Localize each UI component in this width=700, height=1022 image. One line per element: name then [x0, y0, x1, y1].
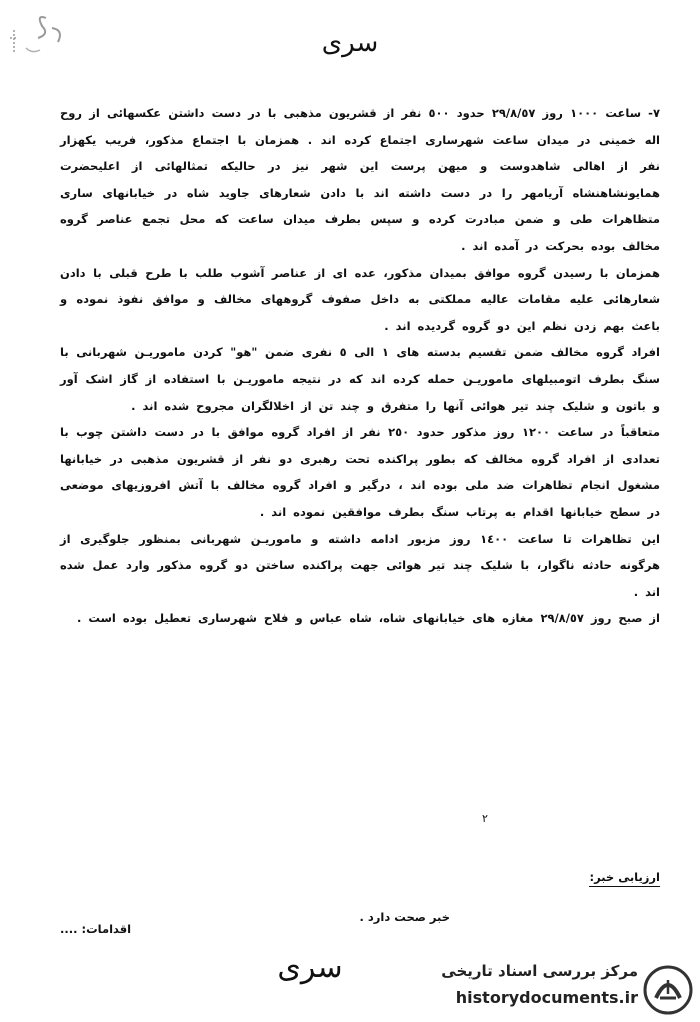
- classification-footer: سری: [277, 950, 343, 985]
- paragraph-4: متعاقباً در ساعت ١٢٠٠ روز مذکور حدود ٢٥٠ نفر از افراد گروه موافق با در دست داشتن چوب با تعدادی از افراد گروه مخالف که بطور پراکنده تحت رهبری دو نفر از قشریون مذهبی در خیابانها مشغول انجام تظاهرات ضد ملی بوده اند ، درگیر و افراد گروه مخالف با آتش افروزیهای موضعی در سطح خیابانها اقدام به پرتاب سنگ بطرف موافقین نموده اند .: [60, 425, 660, 519]
- paragraph-6: از صبح روز ٢٩/٨/٥٧ مغازه های خیابانهای شاه، شاه عباس و فلاح شهرساری تعطیل بوده است .: [77, 611, 660, 626]
- truth-statement: خبر صحت دارد .: [359, 910, 450, 924]
- paragraph-3: افراد گروه مخالف ضمن تقسیم بدسته های ١ الی ٥ نفری ضمن "هو" کردن ماموریـن شهربانی با سنگ بطرف اتومبیلهای ماموریـن حمله کرده اند که در نتیجه ماموریـن با استفاده از گاز اشک آور و باتون و شلیک چند تیر هوائی آنها را متفرق و چند تن از اخلالگران مجروح شده اند .: [60, 345, 660, 413]
- watermark-url: historydocuments.ir: [455, 988, 638, 1007]
- archive-logo-icon: [642, 964, 694, 1016]
- evaluation-label-text: ارزیابی خبر:: [589, 870, 660, 887]
- paragraph-2: همزمان با رسیدن گروه موافق بمیدان مذکور، عده ای از عناصر آشوب طلب با طرح قبلی با دادن شعارهائی علیه مقامات عالیه مملکتی به داخل صفوف گروههای مخالف و موافق نفوذ نموده و باعث بهم زدن نظم این دو گروه گردیده اند .: [60, 265, 660, 333]
- page-number: ٢: [482, 812, 488, 825]
- evaluation-label: [589, 870, 660, 884]
- document-body: [60, 100, 660, 632]
- paragraph-1: ٧- ساعت ١٠٠٠ روز ٢٩/٨/٥٧ حدود ٥٠٠ نفر از قشریون مذهبی با در دست داشتن عکسهائی از روح اله خمینی در میدان ساعت شهرساری اجتماع کرده اند . همزمان با اجتماع مذکور، فریب یکهزار نفر از اهالی شاهدوست و میهن پرست این شهر نیز در حالیکه تمثالهائی از اعلیحضرت همایونشاهنشاه آریامهر را در دست داشته اند با دادن شعارهای جاوید شاه در خیابانهای ساری متظاهرات طی و ضمن مبادرت کرده و سپس بطرف میدان ساعت که محل تجمع عناصر گروه مخالف بوده بحرکت در آمده اند .: [60, 106, 660, 253]
- paragraph-5: این تظاهرات تا ساعت ١٤٠٠ روز مزبور ادامه داشته و ماموریـن شهربانی بمنظور جلوگیری از هرگونه حادثه ناگوار، با شلیک چند تیر هوائی جهت پراکنده ساختن دو گروه مذکور وارد عمل شده اند .: [60, 531, 660, 599]
- actions-label: اقدامات: ....: [60, 922, 132, 936]
- classification-header: سری: [321, 28, 379, 58]
- watermark-title: مرکز بررسی اسناد تاریخی: [441, 962, 638, 980]
- archive-watermark: [410, 960, 700, 1022]
